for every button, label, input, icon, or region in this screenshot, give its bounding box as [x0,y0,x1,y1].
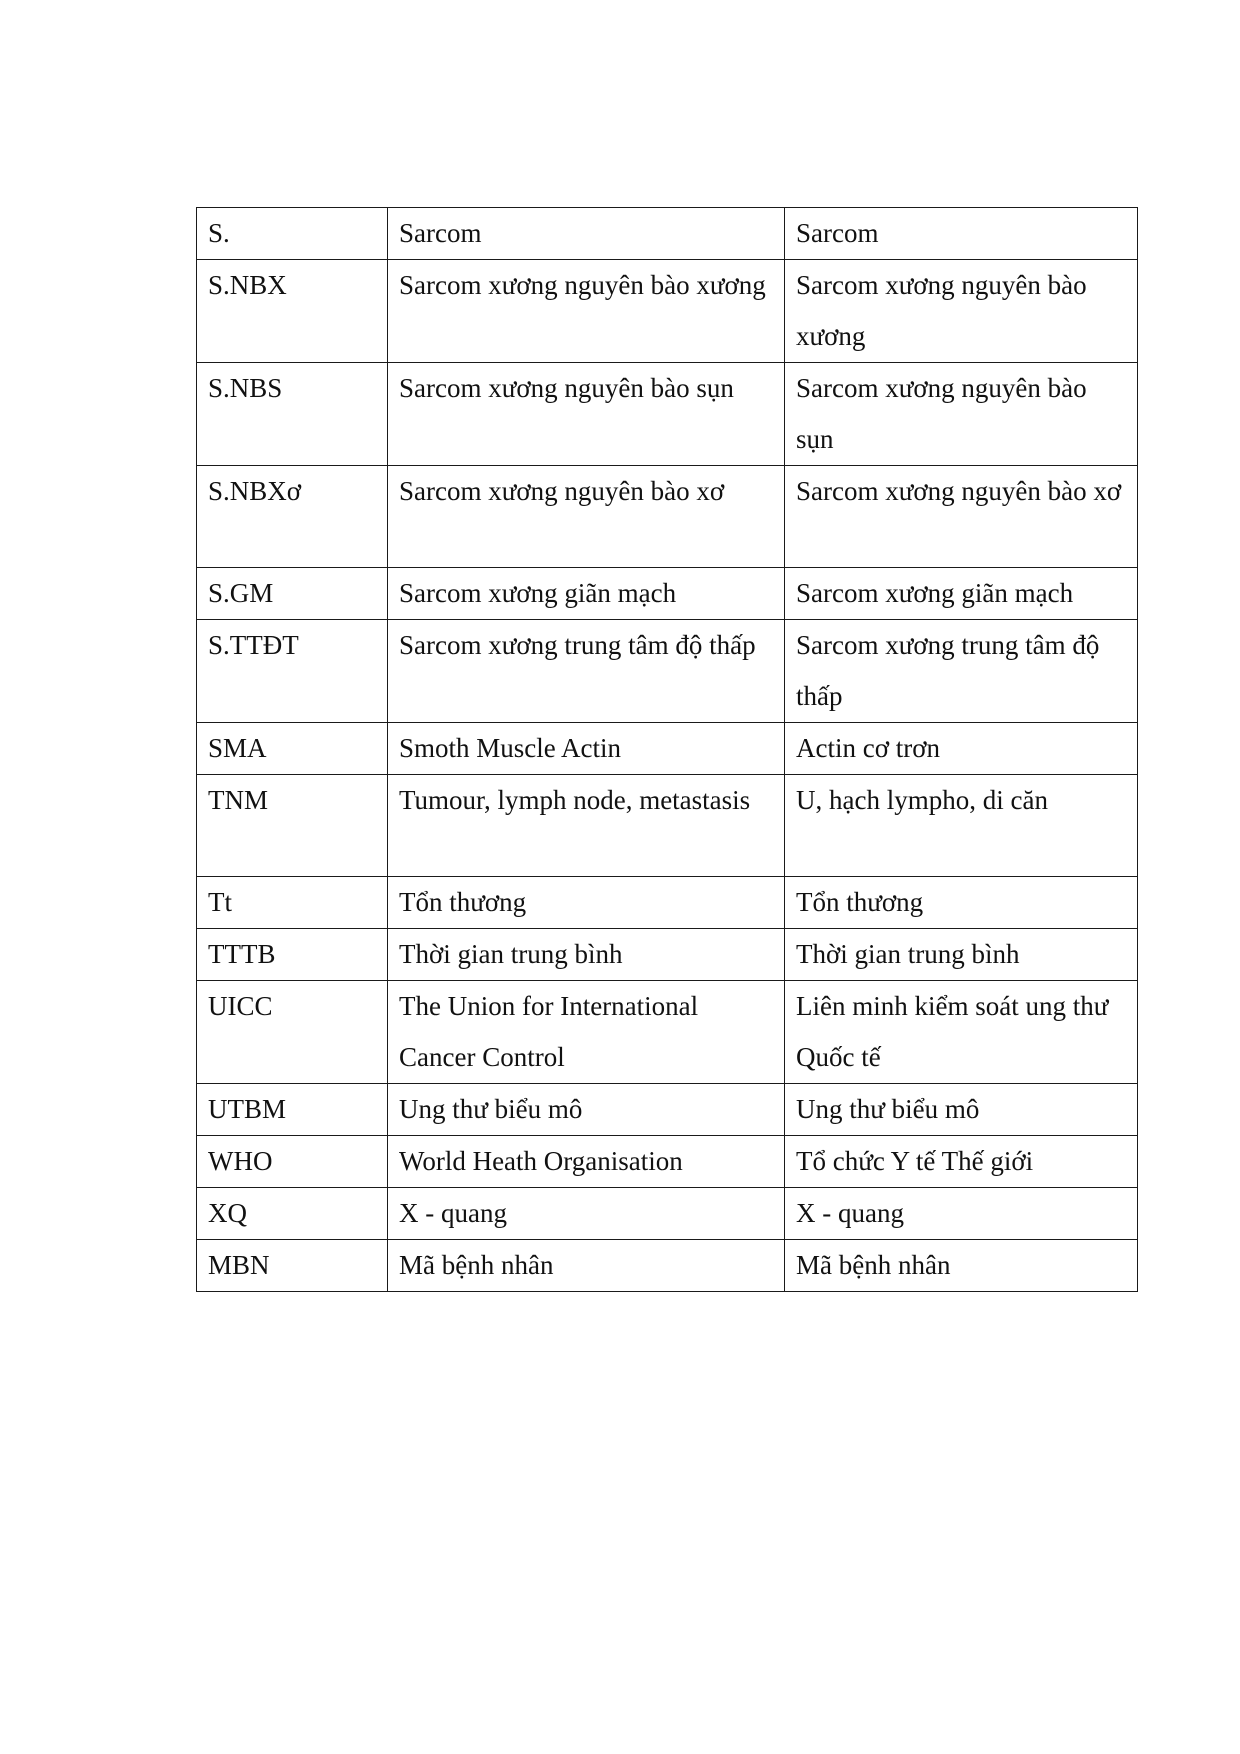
table-row [197,466,1138,568]
vietnamese-term-cell: Sarcom [785,208,1138,260]
full-term-cell: Tumour, lymph node, metastasis [388,775,785,877]
abbreviation-cell: XQ [197,1188,388,1240]
vietnamese-term-cell: Sarcom xương trung tâm độ thấp [785,620,1138,723]
full-term-cell: Thời gian trung bình [388,929,785,981]
abbreviation-cell: TNM [197,775,388,877]
vietnamese-term-cell: Ung thư biểu mô [785,1084,1138,1136]
abbreviation-cell: S. [197,208,388,260]
table-row [197,1188,1138,1240]
vietnamese-term-cell: U, hạch lympho, di căn [785,775,1138,877]
vietnamese-term-cell: Sarcom xương nguyên bào xơ [785,466,1138,568]
table-row [197,208,1138,260]
vietnamese-term-cell: Tổ chức Y tế Thế giới [785,1136,1138,1188]
full-term-cell: Sarcom xương giãn mạch [388,568,785,620]
full-term-cell: Sarcom [388,208,785,260]
vietnamese-term-cell: X - quang [785,1188,1138,1240]
vietnamese-term-cell: Thời gian trung bình [785,929,1138,981]
table-row [197,929,1138,981]
table-row [197,568,1138,620]
full-term-cell: Sarcom xương nguyên bào xương [388,260,785,363]
abbreviation-cell: MBN [197,1240,388,1292]
table-row [197,775,1138,877]
table-row [197,723,1138,775]
abbreviation-cell: S.NBXơ [197,466,388,568]
abbreviation-cell: S.TTĐT [197,620,388,723]
abbreviation-cell: UICC [197,981,388,1084]
vietnamese-term-cell: Sarcom xương giãn mạch [785,568,1138,620]
table-row [197,260,1138,363]
vietnamese-term-cell: Sarcom xương nguyên bào xương [785,260,1138,363]
full-term-cell: Sarcom xương nguyên bào xơ [388,466,785,568]
abbreviation-table [196,207,1138,1292]
abbreviation-cell: SMA [197,723,388,775]
table-row [197,363,1138,466]
vietnamese-term-cell: Actin cơ trơn [785,723,1138,775]
full-term-cell: World Heath Organisation [388,1136,785,1188]
table-row [197,1240,1138,1292]
table-row [197,620,1138,723]
vietnamese-term-cell: Liên minh kiểm soát ung thư Quốc tế [785,981,1138,1084]
full-term-cell: Sarcom xương nguyên bào sụn [388,363,785,466]
full-term-cell: Sarcom xương trung tâm độ thấp [388,620,785,723]
vietnamese-term-cell: Mã bệnh nhân [785,1240,1138,1292]
full-term-cell: Mã bệnh nhân [388,1240,785,1292]
full-term-cell: Tổn thương [388,877,785,929]
table-row [197,1136,1138,1188]
full-term-cell: Smoth Muscle Actin [388,723,785,775]
abbreviation-cell: S.GM [197,568,388,620]
abbreviation-cell: Tt [197,877,388,929]
abbreviation-cell: S.NBX [197,260,388,363]
vietnamese-term-cell: Tổn thương [785,877,1138,929]
abbreviation-cell: UTBM [197,1084,388,1136]
table-row [197,1084,1138,1136]
abbreviation-cell: S.NBS [197,363,388,466]
abbreviation-cell: TTTB [197,929,388,981]
table-row [197,981,1138,1084]
full-term-cell: The Union for International Cancer Control [388,981,785,1084]
vietnamese-term-cell: Sarcom xương nguyên bào sụn [785,363,1138,466]
table-row [197,877,1138,929]
abbreviation-cell: WHO [197,1136,388,1188]
full-term-cell: Ung thư biểu mô [388,1084,785,1136]
abbreviation-table-body [197,208,1138,1292]
full-term-cell: X - quang [388,1188,785,1240]
